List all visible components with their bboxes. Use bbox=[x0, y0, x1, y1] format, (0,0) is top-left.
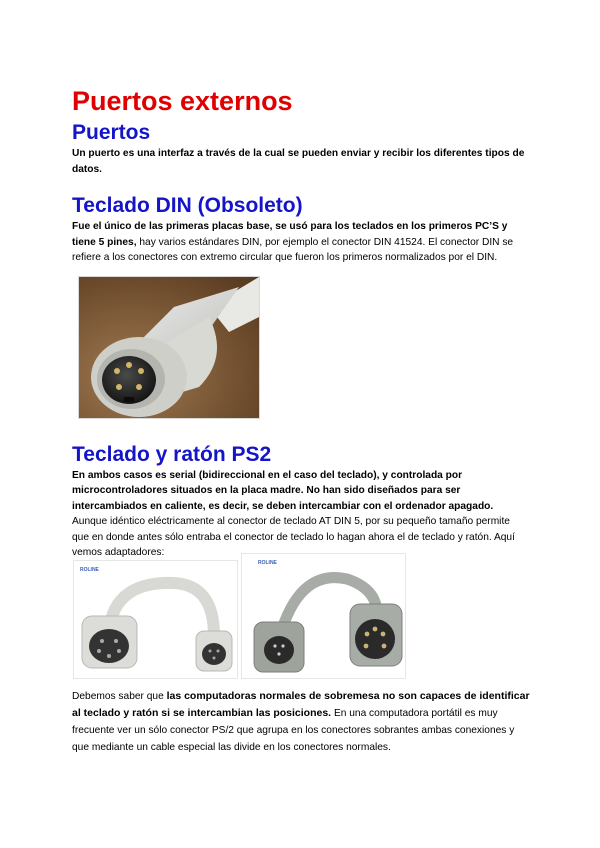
para-lower bbox=[72, 688, 534, 756]
heading-puertos: Puertos bbox=[72, 121, 151, 144]
ps2-adapter-photo-a bbox=[73, 560, 238, 679]
adapter-a-illustration bbox=[74, 561, 237, 678]
para-ps2-normal: Aunque idéntico eléctricamente al conector de teclado AT DIN 5, por su pequeño tamaño permite que en donde antes sólo entraba el conector de teclado lo hagan ahora el de teclado y ratón. Aquí vemos adaptadores: bbox=[72, 516, 515, 558]
adapter-a-brand-label: ROLINE bbox=[80, 567, 99, 573]
para-puertos: Un puerto es una interfaz a través de la cual se pueden enviar y recibir los diferentes tipos de datos. bbox=[72, 148, 525, 175]
para-lower-bold: las computadoras normales de sobremesa no son capaces de identificar al teclado y ratón si se intercambian las posiciones. bbox=[72, 690, 530, 719]
adapter-b-brand-label: ROLINE bbox=[258, 560, 277, 566]
page-title: Puertos externos bbox=[72, 86, 293, 116]
para-din bbox=[72, 219, 528, 266]
din-connector-illustration bbox=[79, 277, 259, 418]
adapter-b-illustration bbox=[242, 554, 405, 678]
din-connector-photo bbox=[78, 276, 260, 419]
lower-text-block bbox=[72, 688, 534, 756]
para-lower-normal: En una computadora portátil es muy frecuente ver un sólo conector PS/2 que agrupa en los conectores sobrantes ambas conexiones y que mediante un cable especial las divide en los conectores normales. bbox=[72, 708, 515, 753]
para-din-normal: hay varios estándares DIN, por ejemplo el conector DIN 41524. El conector DIN se refiere a los conectores con extremo circular que fueron los primeros normalizados por el DIN. bbox=[72, 236, 514, 263]
para-din-bold: Fue el único de las primeras placas base, se usó para los teclados en los primeros PC’S y tiene 5 pines, bbox=[72, 221, 508, 248]
para-ps2 bbox=[72, 468, 528, 561]
ps2-adapter-photo-b bbox=[241, 553, 406, 679]
para-ps2-bold: En ambos casos es serial (bidireccional en el caso del teclado), y controlada por microcontroladores situados en la placa madre. No han sido diseñados para ser intercambiados en caliente, es decir, se deben intercambiar con el ordenador apagado. bbox=[72, 469, 494, 512]
para-lower-intro: Debemos saber que bbox=[72, 691, 167, 702]
heading-teclado-raton-ps2: Teclado y ratón PS2 bbox=[72, 442, 272, 466]
heading-teclado-din: Teclado DIN (Obsoleto) bbox=[72, 194, 303, 217]
